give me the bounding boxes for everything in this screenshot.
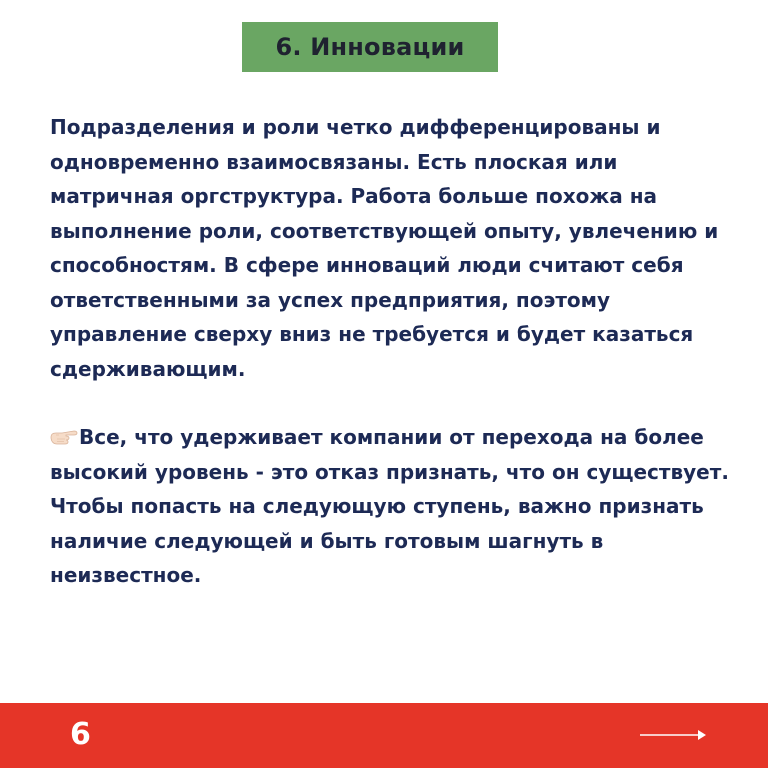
arrow-right-icon[interactable] — [640, 727, 706, 743]
paragraph-2 — [50, 420, 740, 593]
paragraph-2-text: Все, что удерживает компании от перехода на более высокий уровень - это отказ признать, что он существует. Чтобы попасть на следующую ступень, важно признать наличие следующей и быть готовым шагнуть в неизвестное. — [50, 425, 729, 587]
content-body — [50, 110, 740, 593]
page-title: 6. Инновации — [275, 33, 465, 61]
pointing-hand-icon — [50, 429, 78, 445]
paragraph-1: Подразделения и роли четко дифференцированы и одновременно взаимосвязаны. Есть плоская или матричная оргструктура. Работа больше похожа на выполнение роли, соответствующей опыту, увлечению и способностям. В сфере инноваций люди считают себя ответственными за успех предприятия, поэтому управление сверху вниз не требуется и будет казаться сдерживающим. — [50, 115, 719, 381]
footer-bar — [0, 703, 768, 768]
page-number: 6 — [70, 717, 91, 752]
title-badge — [242, 22, 498, 72]
